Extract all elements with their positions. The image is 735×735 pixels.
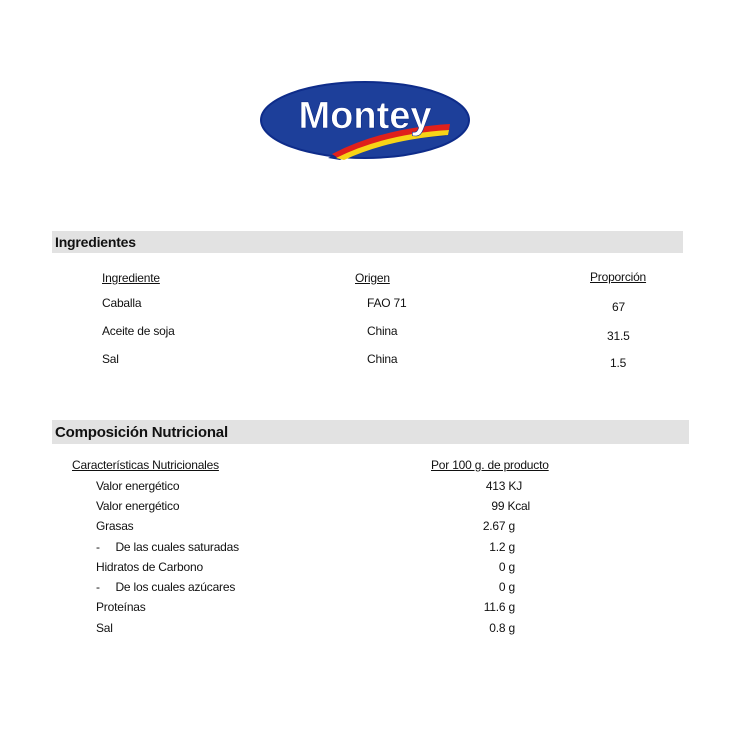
per100-column-header: Por 100 g. de producto — [431, 458, 549, 472]
nutrient-label: - De las cuales saturadas — [96, 540, 239, 554]
proportion-column-header: Proporción — [590, 270, 647, 284]
nutrient-label: Proteínas — [96, 600, 146, 614]
nutrient-label: Grasas — [96, 519, 134, 533]
nutrient-value: 0.8 g — [489, 621, 515, 635]
nutrient-label: Hidratos de Carbono — [96, 560, 203, 574]
nutrition-section-title: Composición Nutricional — [52, 420, 689, 444]
nutrient-value: 99 Kcal — [491, 499, 530, 513]
ingredient-name: Sal — [102, 352, 119, 366]
nutrient-value: 2.67 g — [482, 519, 515, 533]
nutrient-value: 1.2 g — [489, 540, 515, 554]
ingredient-proportion: 67 — [612, 300, 625, 314]
nutrient-label: Valor energético — [96, 479, 180, 493]
nutrient-value: 413 KJ — [485, 479, 522, 493]
ingredient-proportion: 31.5 — [607, 329, 630, 343]
ingredient-origin: FAO 71 — [367, 296, 407, 310]
ingredient-proportion: 1.5 — [610, 356, 627, 370]
ingredients-section-title: Ingredientes — [52, 231, 683, 253]
ingredient-column-header: Ingrediente — [102, 271, 160, 285]
montey-logo — [258, 80, 472, 166]
ingredient-origin: China — [367, 324, 398, 338]
nutrient-value: 11.6 g — [483, 600, 515, 614]
ingredient-name: Caballa — [102, 296, 142, 310]
nutrient-value: 0 g — [498, 560, 515, 574]
ingredient-origin: China — [367, 352, 398, 366]
nutrient-label: Valor energético — [96, 499, 180, 513]
origin-column-header: Origen — [355, 271, 390, 285]
logo-text: Montey — [298, 95, 432, 137]
nutrient-value: 0 g — [498, 580, 515, 594]
nutrient-label: - De los cuales azúcares — [96, 580, 236, 594]
nutrient-label: Sal — [96, 621, 113, 635]
logo-graphic — [258, 80, 472, 166]
ingredient-name: Aceite de soja — [102, 324, 175, 338]
characteristics-column-header: Características Nutricionales — [72, 458, 219, 472]
